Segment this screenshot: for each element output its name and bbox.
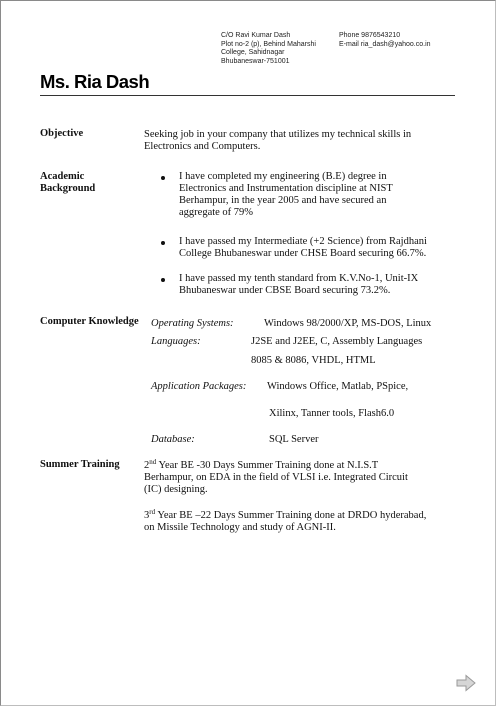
address-line: Plot no-2 (p), Behind Maharshi [221,40,316,48]
text-line: Berhampur, on EDA in the field of VLSI i.e. Integrated Circuit [144,472,408,483]
text-line: Seeking job in your company that utilizes my technical skills in [144,129,412,140]
application-packages-label: Application Packages: [151,381,247,392]
os-value: Windows 98/2000/XP, MS-DOS, Linux [264,318,432,329]
academic-item [179,273,418,297]
bullet-marker [161,241,165,245]
text-line: I have passed my Intermediate (+2 Science) from Rajdhani [179,236,427,247]
text-line: Bhubaneswar under CBSE Board securing 73.2%. [179,285,391,296]
academic-label [40,171,95,195]
email-text: E-mail ria_dash@yahoo.co.in [339,40,431,48]
text-line: (IC) designing. [144,484,208,495]
header-divider [40,95,455,96]
summer-training-label: Summer Training [40,459,120,470]
arrow-right-icon [455,674,477,692]
text-line: aggregate of 79% [179,207,254,218]
text-line: Electronics and Computers. [144,141,261,152]
text-line: I have completed my engineering (B.E) degree in [179,171,387,182]
os-label: Operating Systems: [151,318,234,329]
database-value: SQL Server [269,434,319,445]
text-line: College Bhubaneswar under CHSE Board securing 66.7%. [179,248,427,259]
text-run: Year BE –22 Days Summer Training done at DRDO hyderabad, [155,510,427,521]
application-packages-value-line: Xilinx, Tanner tools, Flash6.0 [269,408,395,419]
bullet-marker [161,278,165,282]
academic-item [179,236,427,260]
text-line [144,510,426,522]
academic-item [179,171,393,219]
address-block [221,32,336,66]
database-label: Database: [151,434,195,445]
ordinal-suffix: rd [149,508,156,516]
objective-label: Objective [40,128,84,139]
training-item [144,510,426,534]
address-line: C/O Ravi Kumar Dash [221,32,291,39]
application-packages-value-line: Windows Office, Matlab, PSpice, [267,381,409,392]
year-number: 3 [144,510,150,521]
text-line: Berhampur, in the year 2005 and have secured an [179,195,387,206]
objective-text [144,129,411,153]
text-line: I have passed my tenth standard from K.V.No-1, Unit-IX [179,273,419,284]
label-line: Background [40,183,96,194]
text-line: on Missile Technology and study of AGNI-II. [144,522,336,533]
ordinal-suffix: nd [149,458,157,466]
computer-knowledge-label: Computer Knowledge [40,316,139,327]
candidate-name: Ms. Ria Dash [40,71,150,92]
address-line: College, Sahidnagar [221,49,285,57]
text-line [144,460,408,472]
address-line: Bhubaneswar-751001 [221,57,290,65]
training-item [144,460,408,496]
label-line: Academic [40,171,85,182]
year-number: 2 [144,460,150,471]
text-run: Year BE -30 Days Summer Training done at N.I.S.T [156,460,379,471]
bullet-marker [161,176,165,180]
text-line: Electronics and Instrumentation discipline at NIST [179,183,393,194]
next-page-button[interactable] [455,674,477,692]
languages-value-line: J2SE and J2EE, C, Assembly Languages [251,336,423,347]
languages-label: Languages: [151,336,201,347]
phone-text: Phone 9876543210 [339,32,401,39]
languages-value-line: 8085 & 8086, VHDL, HTML [251,355,376,366]
contact-block [339,32,479,49]
